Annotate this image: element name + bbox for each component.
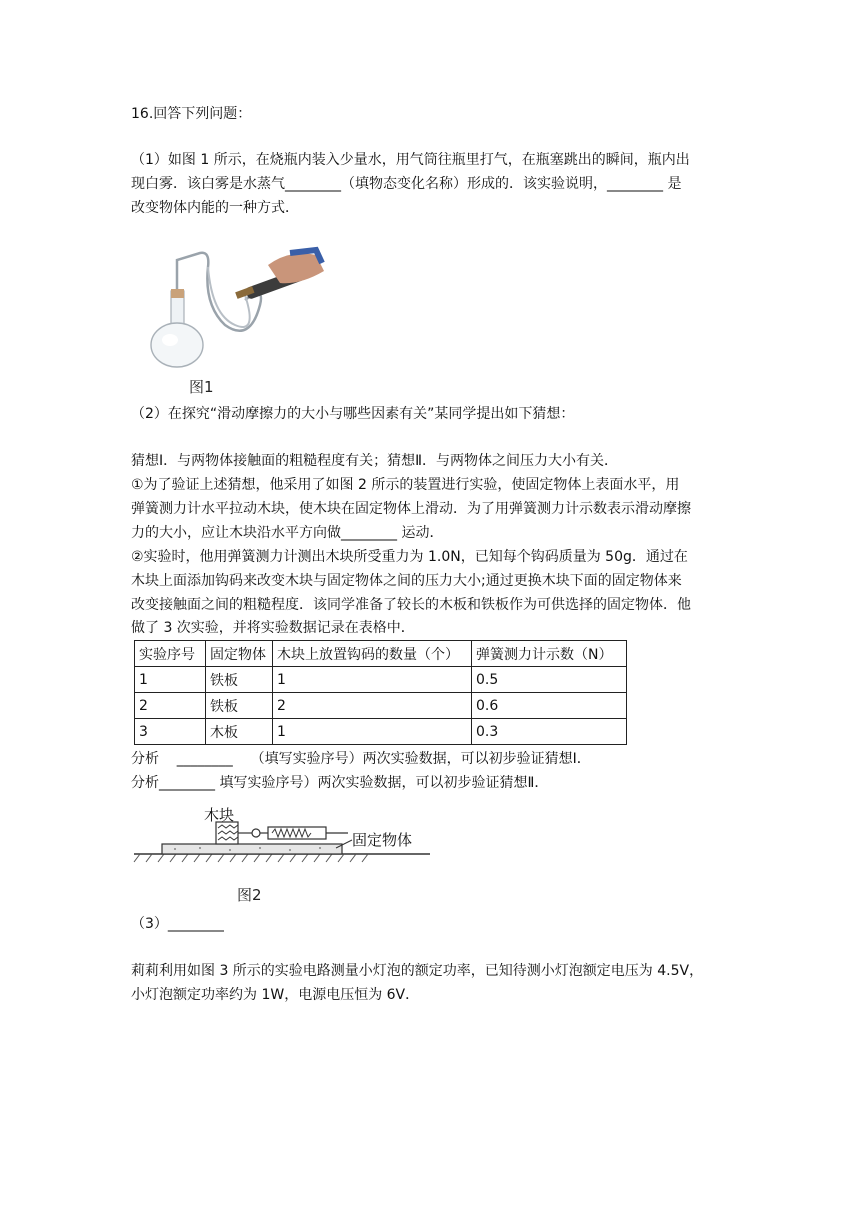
table-cell: 木板 (206, 719, 273, 745)
table-cell: 0.6 (472, 693, 627, 719)
analysis-line2: 分析________ 填写实验序号）两次实验数据，可以初步验证猜想Ⅱ． (131, 775, 549, 791)
part1-line2: 现白雾．该白雾是水蒸气________（填物态变化名称）形成的．该实验说明，________ 是 (131, 176, 682, 192)
part2-guess: 猜想Ⅰ．与两物体接触面的粗糙程度有关；猜想Ⅱ．与两物体之间压力大小有关． (131, 453, 619, 469)
table-row (135, 693, 627, 719)
table-cell: 铁板 (206, 667, 273, 693)
table-cell: 1 (135, 667, 206, 693)
table-cell: 3 (135, 719, 206, 745)
analysis-line1: 分析 ________ （填写实验序号）两次实验数据，可以初步验证猜想Ⅰ． (131, 751, 591, 767)
part1-line3: 改变物体内能的一种方式． (131, 200, 299, 216)
part2-step1-line1: ①为了验证上述猜想，他采用了如图 2 所示的装置进行实验，使固定物体上表面水平，用 (131, 477, 680, 493)
question-title: 16.回答下列问题： (131, 106, 252, 122)
table-header-row (135, 641, 627, 667)
figure2-block-label: 木块 (204, 806, 235, 824)
table-cell: 0.3 (472, 719, 627, 745)
table-cell: 2 (135, 693, 206, 719)
data-table (134, 640, 627, 745)
part2-step2-line1: ②实验时，他用弹簧测力计测出木块所受重力为 1.0N，已知每个钩码质量为 50g．通过在 (131, 549, 688, 565)
table-header: 实验序号 (135, 641, 206, 667)
table-header: 固定物体 (206, 641, 273, 667)
table-row (135, 667, 627, 693)
figure1-flask-pump (140, 245, 330, 380)
part2-step2-line3: 改变接触面之间的粗糙程度．该同学准备了较长的木板和铁板作为可供选择的固定物体．他 (131, 597, 691, 613)
table-cell: 1 (273, 667, 472, 693)
figure1-caption: 图1 (189, 378, 214, 396)
table-header: 弹簧测力计示数（N） (472, 641, 627, 667)
table-cell: 2 (273, 693, 472, 719)
part3-blank: （3）________ (131, 916, 224, 932)
part3-line2: 小灯泡额定功率约为 1W，电源电压恒为 6V． (131, 987, 420, 1003)
table-cell: 1 (273, 719, 472, 745)
part3-line1: 莉莉利用如图 3 所示的实验电路测量小灯泡的额定功率，已知待测小灯泡额定电压为 4.5V， (131, 963, 704, 979)
table-header: 木块上放置钩码的数量（个） (273, 641, 472, 667)
table-cell: 0.5 (472, 667, 627, 693)
table-row (135, 719, 627, 745)
part1-line1: （1）如图 1 所示，在烧瓶内装入少量水，用气筒往瓶里打气，在瓶塞跳出的瞬间，瓶内出 (131, 152, 690, 168)
part2-step2-line2: 木块上面添加钩码来改变木块与固定物体之间的压力大小;通过更换木块下面的固定物体来 (131, 573, 682, 589)
table-cell: 铁板 (206, 693, 273, 719)
part2-step2-line4: 做了 3 次实验，并将实验数据记录在表格中． (131, 620, 415, 636)
figure2-fixed-label: 固定物体 (352, 831, 413, 849)
part2-step1-line3: 力的大小，应让木块沿水平方向做________ 运动． (131, 525, 444, 541)
part2-step1-line2: 弹簧测力计水平拉动木块，使木块在固定物体上滑动．为了用弹簧测力计示数表示滑动摩擦 (131, 501, 691, 517)
part2-intro: （2）在探究“滑动摩擦力的大小与哪些因素有关”某同学提出如下猜想： (131, 406, 575, 422)
figure2-caption: 图2 (237, 886, 262, 904)
